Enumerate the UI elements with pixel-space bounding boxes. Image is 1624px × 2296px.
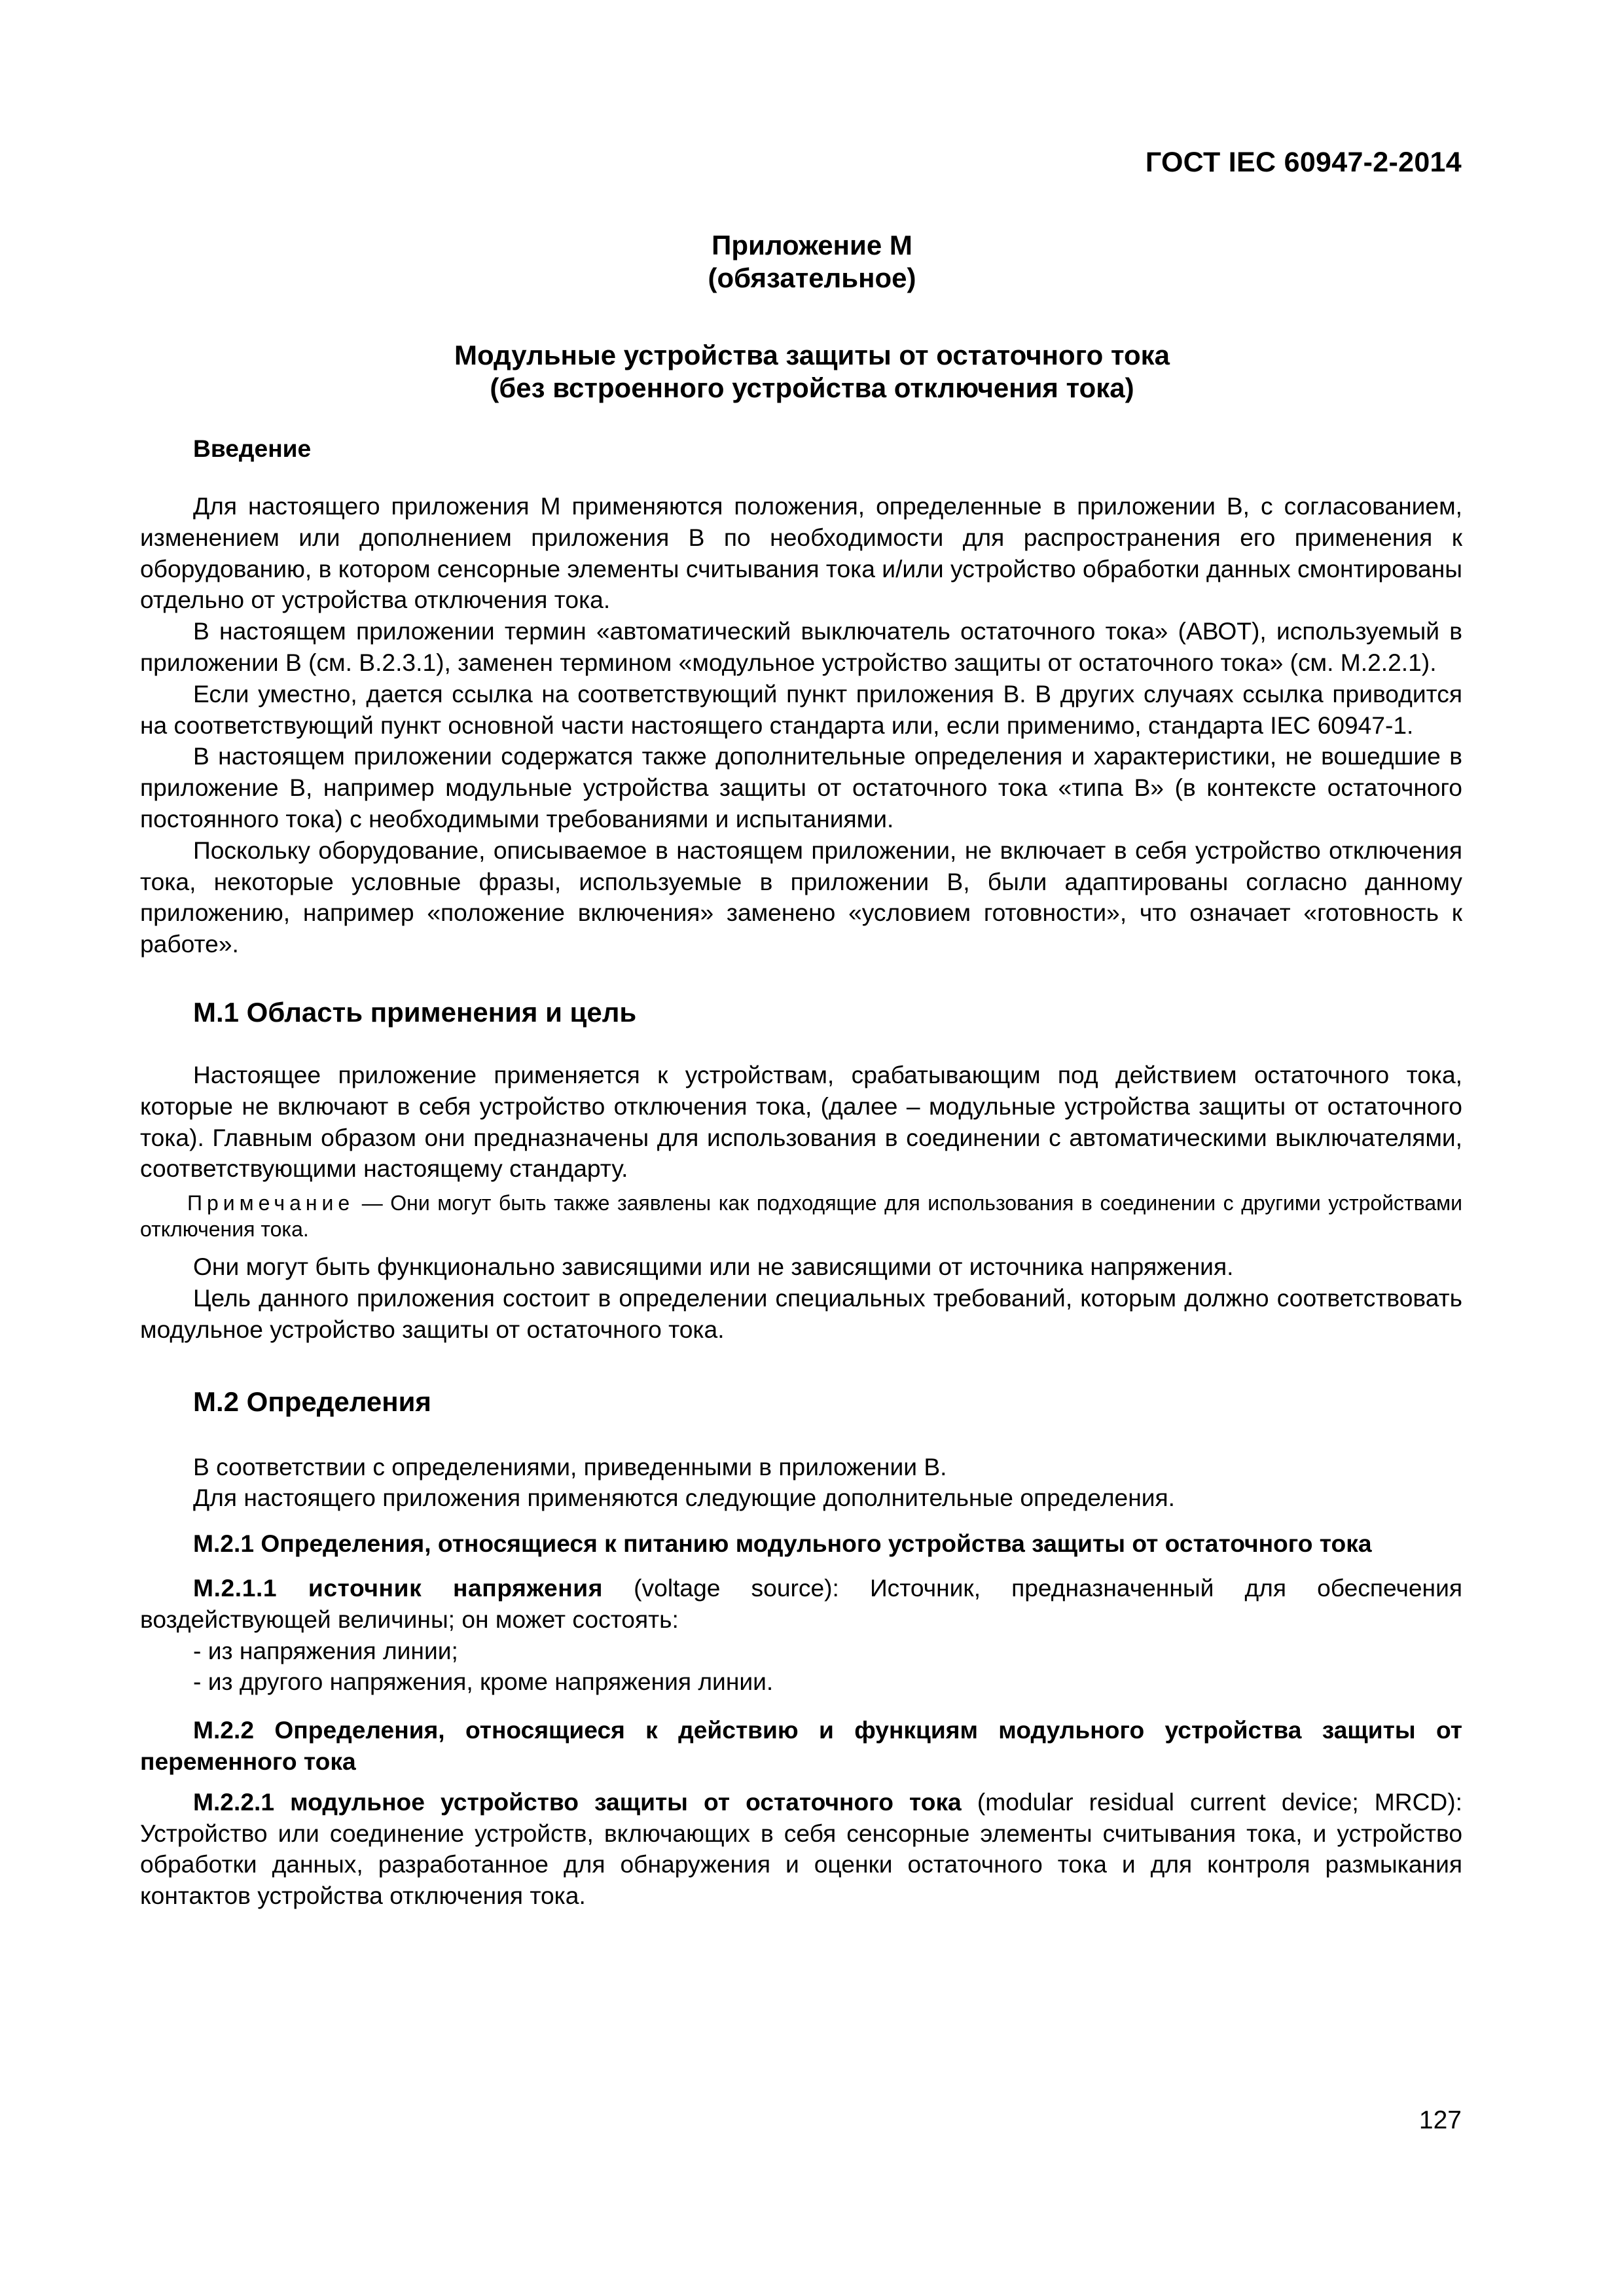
section-m2-heading: М.2 Определения [193, 1386, 431, 1417]
document-code: ГОСТ IEC 60947-2-2014 [1145, 147, 1462, 178]
annex-title-line2: (без встроенного устройства отключения тока) [490, 372, 1134, 403]
intro-paragraph-1: Для настоящего приложения М применяются положения, определенные в приложении В, с согласованием, изменением или дополнением приложения В по необходимости для распространения его применения к оборудованию, в котором сенсорные элементы считывания тока и/или устройство обработки данных смонтированы отдельно от устройства отключения тока. [140, 492, 1462, 614]
section-m22-heading: М.2.2 Определения, относящиеся к действию и функциям модульного устройства защиты от переменного тока [140, 1716, 1462, 1775]
section-m1-note [140, 1190, 1462, 1242]
definition-m221-text: (modular residual current device; MRCD): Устройство или соединение устройств, включающих в себя сенсорные элементы считывания тока, и устройство обработки данных, разработанное для обнаружения и оценки остаточного тока и для контроля размыкания контактов устройства отключения тока. [140, 1787, 1462, 1910]
list-item-other-voltage: - из другого напряжения, кроме напряжения линии. [193, 1668, 774, 1696]
intro-paragraph-3: Если уместно, дается ссылка на соответствующий пункт приложения В. В других случаях ссылка приводится на соответствующий пункт основной части настоящего стандарта или, если применимо, стандарта IEC 60947-1. [140, 679, 1462, 739]
term-m211: М.2.1.1 источник напряжения [193, 1573, 604, 1602]
term-m221: М.2.2.1 модульное устройство защиты от остаточного тока [193, 1787, 962, 1816]
definition-m211-text: (voltage source): Источник, предназначенный для обеспечения воздействующей величины; он может состоять: [140, 1573, 1463, 1633]
annex-title [162, 339, 1462, 404]
annex-title-line1: Модульные устройства защиты от остаточного тока [454, 340, 1170, 370]
list-item-line-voltage: - из напряжения линии; [193, 1636, 458, 1664]
section-m2-paragraph-2: Для настоящего приложения применяются следующие дополнительные определения. [193, 1484, 1175, 1512]
note-text: — Они могут быть также заявлены как подходящие для использования в соединении с другими устройствами отключения тока. [140, 1191, 1462, 1242]
section-m1-paragraph-3: Цель данного приложения состоит в определении специальных требований, которым должно соответствовать модульное устройство защиты от остаточного тока. [140, 1283, 1462, 1343]
annex-heading [162, 229, 1462, 295]
document-body [140, 432, 1462, 1912]
annex-label: Приложение М [712, 230, 912, 260]
section-m2-paragraph-1: В соответствии с определениями, приведенными в приложении В. [193, 1452, 947, 1480]
intro-heading: Введение [193, 435, 312, 462]
intro-paragraph-5: Поскольку оборудование, описываемое в настоящем приложении, не включает в себя устройство отключения тока, некоторые условные фразы, используемые в приложении В, были адаптированы согласно данному приложению, например «положение включения» заменено «условием готовности», что означает «готовность к работе». [140, 836, 1462, 958]
section-m1-paragraph-2: Они могут быть функционально зависящими или не зависящими от источника напряжения. [193, 1253, 1234, 1281]
intro-paragraph-2: В настоящем приложении термин «автоматический выключатель остаточного тока» (АВОТ), используемый в приложении В (см. В.2.3.1), заменен термином «модульное устройство защиты от остаточного тока» (см. М.2.2.1). [140, 617, 1462, 676]
annex-status: (обязательное) [708, 262, 916, 293]
definition-m221 [140, 1787, 1462, 1912]
section-m1-paragraph-1: Настоящее приложение применяется к устройствам, срабатывающим под действием остаточного тока, которые не включают в себя устройство отключения тока, (далее – модульные устройства защиты от остаточного тока). Главным образом они предназначены для использования в соединении с автоматическими выключателями, соответствующими настоящему стандарту. [140, 1060, 1462, 1183]
intro-paragraph-4: В настоящем приложении содержатся также дополнительные определения и характеристики, не вошедшие в приложение В, например модульные устройства защиты от остаточного тока «типа В» (в контексте остаточного постоянного тока) с необходимыми требованиями и испытаниями. [140, 742, 1462, 833]
note-label: Примечание [187, 1191, 355, 1215]
section-m1-heading: М.1 Область применения и цель [193, 996, 637, 1028]
definition-m211 [140, 1573, 1462, 1636]
section-m21-heading: М.2.1 Определения, относящиеся к питанию модульного устройства защиты от остаточного тока [193, 1530, 1372, 1558]
page-number: 127 [1418, 2106, 1462, 2134]
